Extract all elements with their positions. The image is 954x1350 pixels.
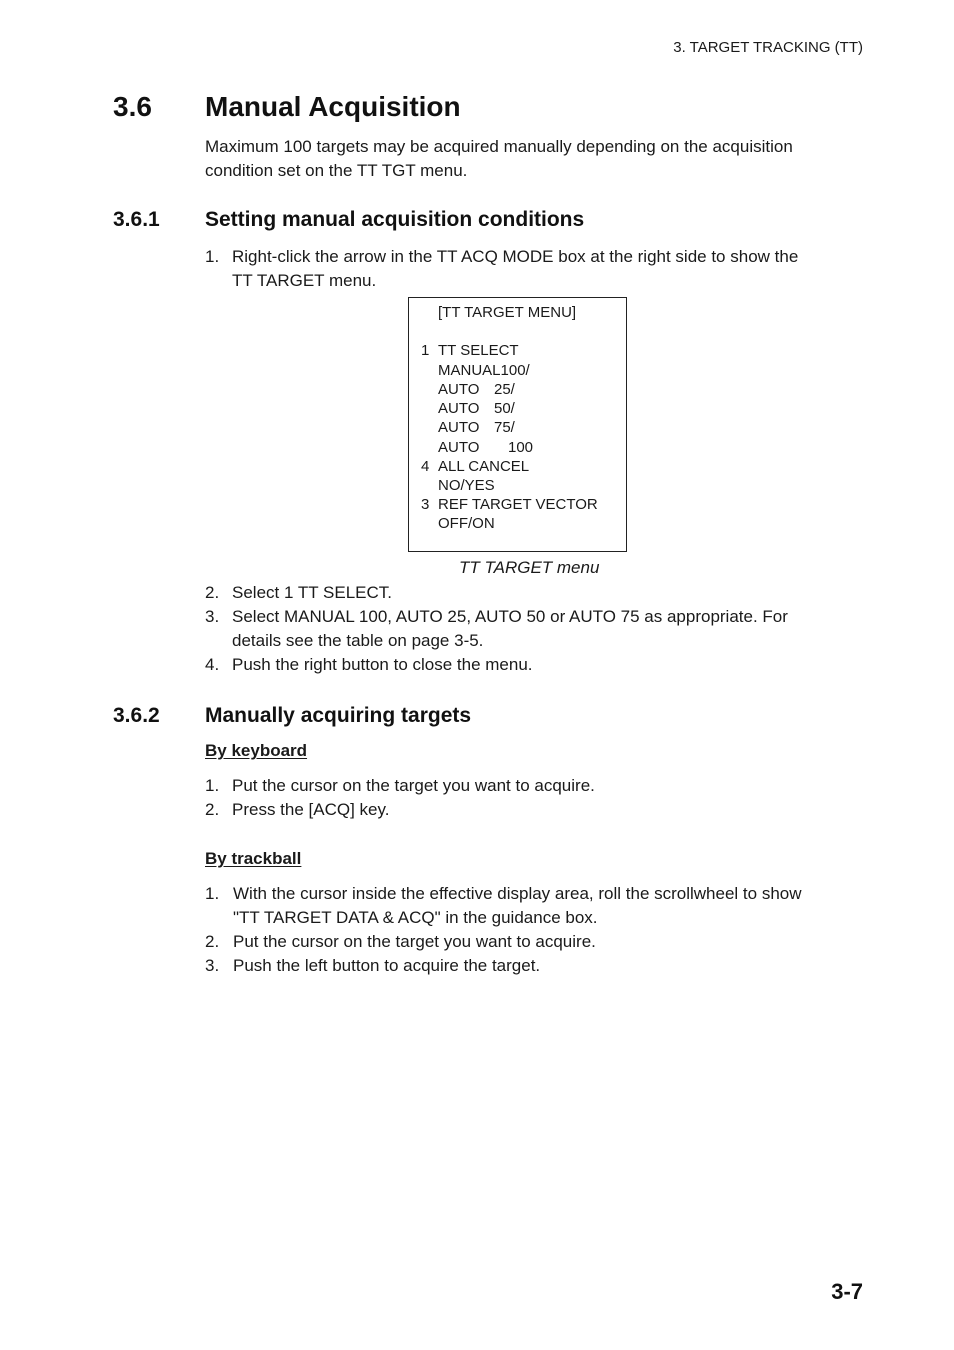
menu-heading: [TT TARGET MENU] [438,304,577,321]
menu-option: AUTO [438,381,480,398]
menu-option: AUTO [438,439,480,456]
menu-item-number: 4 [421,458,430,475]
step-text: Press the [ACQ] key. [232,800,390,819]
menu-item-label: REF TARGET VECTOR [438,496,598,513]
menu-item-label: TT SELECT [438,342,519,359]
step-number: 4. [205,655,220,674]
section-number: 3.6 [113,91,152,122]
menu-option-value: 25/ [494,381,515,398]
intro-line: Maximum 100 targets may be acquired manually depending on the acquisition [205,137,793,156]
menu-item-label: ALL CANCEL [438,458,530,475]
menu-option: AUTO [438,419,480,436]
menu-item-number: 1 [421,342,430,359]
subsection-number: 3.6.1 [113,208,160,231]
menu-item-number: 3 [421,496,430,513]
step-number: 3. [205,956,220,975]
step-text: Right-click the arrow in the TT ACQ MODE box at the right side to show the [232,247,799,266]
intro-line: condition set on the TT TGT menu. [205,161,468,180]
step-text: Select 1 TT SELECT. [232,583,392,602]
running-head: 3. TARGET TRACKING (TT) [673,39,863,56]
step-number: 2. [205,800,220,819]
menu-option-value: 75/ [494,419,515,436]
subsection-title: Manually acquiring targets [205,704,472,727]
step-text: Push the left button to acquire the target. [233,956,541,975]
step-text: "TT TARGET DATA & ACQ" in the guidance box. [233,908,598,927]
step-text: TT TARGET menu. [232,271,377,290]
subsection-number: 3.6.2 [113,704,160,727]
trackball-heading: By trackball [205,849,302,868]
menu-option-value: 100 [508,439,534,456]
step-text: With the cursor inside the effective display area, roll the scrollwheel to show [233,884,802,903]
step-number: 1. [205,247,220,266]
step-number: 1. [205,884,220,903]
subsection-title: Setting manual acquisition conditions [205,208,585,231]
step-number: 2. [205,583,220,602]
keyboard-heading: By keyboard [205,741,308,760]
menu-option-value: 50/ [494,400,515,417]
step-text: Put the cursor on the target you want to acquire. [232,776,595,795]
menu-option: NO/YES [438,477,495,494]
menu-option: AUTO [438,400,480,417]
section-title: Manual Acquisition [205,91,461,122]
step-text: Select MANUAL 100, AUTO 25, AUTO 50 or AUTO 75 as appropriate. For [232,607,788,626]
step-text: Put the cursor on the target you want to acquire. [233,932,596,951]
page-number: 3-7 [831,1279,863,1304]
menu-option: MANUAL100/ [438,362,530,379]
menu-caption: TT TARGET menu [459,558,600,577]
menu-option: OFF/ON [438,515,495,532]
step-number: 2. [205,932,220,951]
step-text: Push the right button to close the menu. [232,655,533,674]
step-number: 3. [205,607,220,626]
step-text: details see the table on page 3-5. [232,631,484,650]
step-number: 1. [205,776,220,795]
